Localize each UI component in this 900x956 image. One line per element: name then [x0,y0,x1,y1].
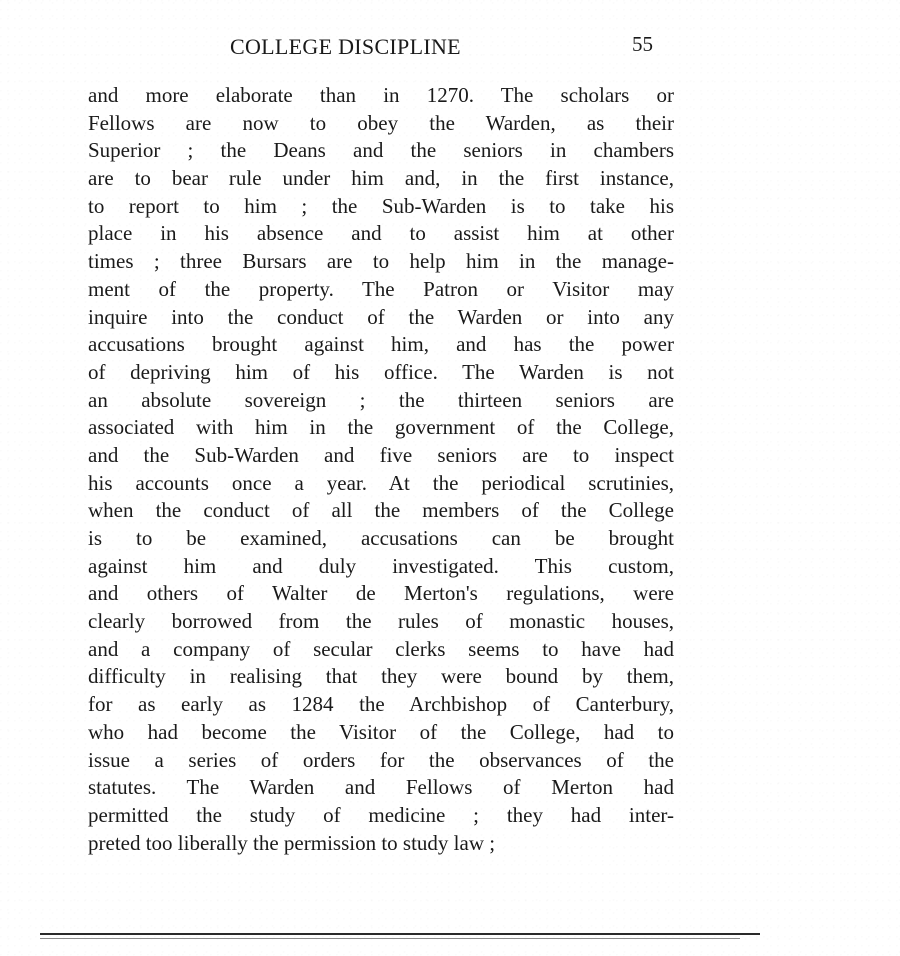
text-line: inquire into the conduct of the Warden or into any [88,304,674,329]
text-line: against him and duly investigated. This custom, [88,553,674,578]
page-number: 55 [632,32,653,56]
text-line: preted too liberally the permission to study law ; [88,830,496,855]
running-head [0,34,900,64]
text-line: an absolute sovereign ; the thirteen seniors are [88,387,674,412]
text-line: and a company of secular clerks seems to have had [88,636,674,661]
text-line: times ; three Bursars are to help him in the manage- [88,249,674,274]
text-line: associated with him in the government of the College, [88,415,674,440]
text-line: and others of Walter de Merton's regulations, were [88,581,674,606]
text-line: difficulty in realising that they were bound by them, [88,664,674,689]
page-bottom-rule [40,933,760,935]
text-line: Fellows are now to obey the Warden, as their [88,110,674,135]
page-title: COLLEGE DISCIPLINE [230,34,461,59]
text-line: who had become the Visitor of the College, had to [88,719,674,744]
text-line: ment of the property. The Patron or Visitor may [88,276,674,301]
text-line: accusations brought against him, and has the power [88,332,674,357]
body-text [88,82,674,857]
text-line: Superior ; the Deans and the seniors in chambers [88,138,674,163]
text-line: and more elaborate than in 1270. The scholars or [88,83,674,107]
text-line: is to be examined, accusations can be brought [88,526,674,550]
text-line: are to bear rule under him and, in the first instance, [88,166,674,191]
text-line: clearly borrowed from the rules of monastic houses, [88,609,674,634]
text-line: to report to him ; the Sub-Warden is to take his [88,193,674,218]
text-line: for as early as 1284 the Archbishop of Canterbury, [88,692,674,717]
text-line: place in his absence and to assist him at other [88,221,674,246]
text-line: statutes. The Warden and Fellows of Merton had [88,775,674,800]
text-line: and the Sub-Warden and five seniors are to inspect [88,442,674,467]
text-line: his accounts once a year. At the periodical scrutinies, [88,470,674,495]
text-line: permitted the study of medicine ; they had inter- [88,802,674,827]
page-bottom-rule-shadow [40,938,740,939]
text-line: when the conduct of all the members of the College [88,498,674,523]
text-line: issue a series of orders for the observances of the [88,747,674,772]
text-line: of depriving him of his office. The Warden is not [88,359,674,384]
